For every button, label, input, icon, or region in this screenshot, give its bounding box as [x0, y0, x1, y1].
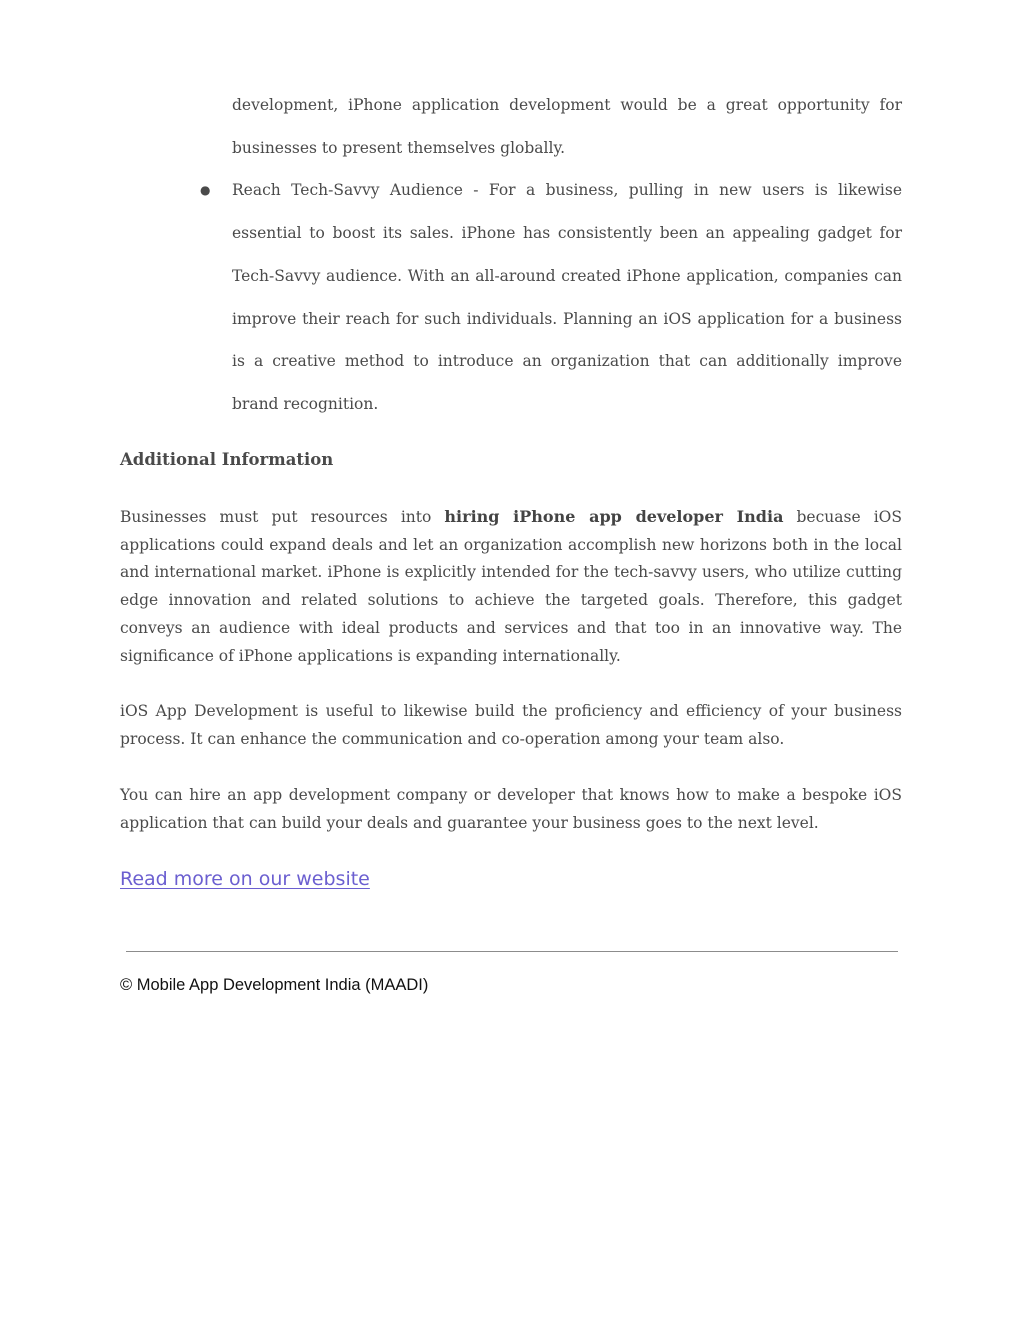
paragraph-text: becuase iOS applications could expand deals and let an organization accomplish new horizons both in the local and international market. iPhone is explicitly intended for the tech-savvy users, who utilize cutting edge innovation and related solutions to achieve the targeted goals. Therefore, this gadget conveys an audience with ideal products and services and that too in an innovative way. The significance of iPhone applications is expanding internationally.	[120, 508, 902, 665]
paragraph-text: Businesses must put resources into	[120, 508, 445, 526]
footer-divider	[126, 951, 898, 952]
list-item	[200, 169, 902, 425]
benefits-list	[200, 84, 902, 426]
paragraph	[120, 503, 902, 670]
bullet-icon: ●	[200, 183, 211, 198]
paragraph: You can hire an app development company or developer that knows how to make a bespoke iOS application that can build your deals and guarantee your business goes to the next level.	[120, 786, 902, 832]
read-more-link[interactable]: Read more on our website	[120, 868, 370, 890]
section-heading: Additional Information	[120, 450, 334, 469]
list-item-text: Reach Tech-Savvy Audience - For a business, pulling in new users is likewise essential to boost its sales. iPhone has consistently been an appealing gadget for Tech-Savvy audience. With an all-around created iPhone application, companies can improve their reach for such individuals. Planning an iOS application for a business is a creative method to introduce an organization that can additionally improve brand recognition.	[232, 181, 902, 413]
copyright-text: © Mobile App Development India (MAADI)	[120, 976, 429, 994]
list-item-text: development, iPhone application development would be a great opportunity for businesses to present themselves globally.	[232, 96, 902, 157]
list-item-continuation	[232, 84, 902, 169]
paragraph: iOS App Development is useful to likewise build the proficiency and efficiency of your business process. It can enhance the communication and co-operation among your team also.	[120, 702, 902, 748]
bold-phrase: hiring iPhone app developer India	[444, 507, 784, 526]
